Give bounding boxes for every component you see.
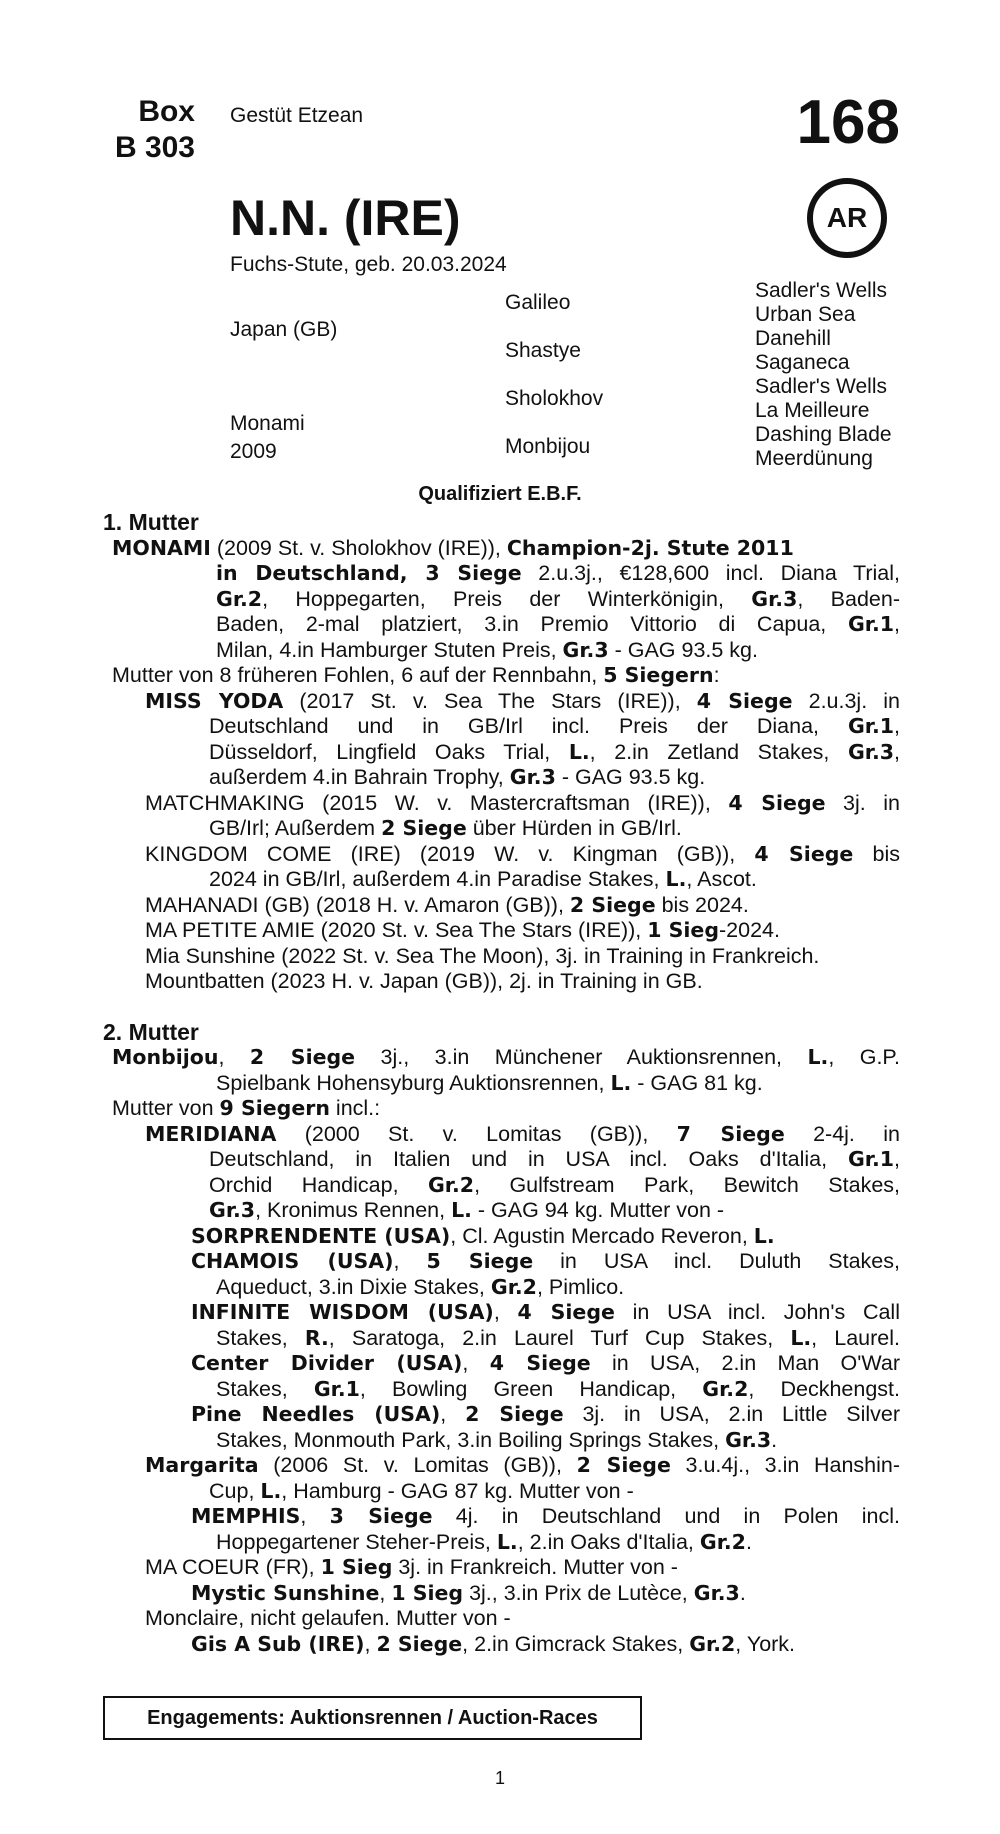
pedigree-g3-item: Saganeca: [755, 351, 850, 374]
text-line: Gr.3, Kronimus Rennen, L. - GAG 94 kg. Mutter von -: [209, 1198, 725, 1222]
ar-badge-icon: [807, 178, 887, 258]
pedigree-sire-dam: Shastye: [505, 339, 581, 362]
text-line: MA COEUR (FR), 1 Sieg 3j. in Frankreich. Mutter von -: [145, 1555, 678, 1579]
text-line: Cup, L., Hamburg - GAG 87 kg. Mutter von -: [209, 1478, 634, 1503]
text-line: Deutschland und in GB/Irl incl. Preis der Diana, Gr.1,: [209, 714, 900, 738]
text-line: MAHANADI (GB) (2018 H. v. Amaron (GB)), 2 Siege bis 2024.: [145, 892, 749, 917]
ar-badge-label: AR: [826, 202, 868, 233]
text-line: Spielbank Hohensyburg Auktionsrennen, L. - GAG 81 kg.: [216, 1070, 763, 1095]
text-line: Pine Needles (USA), 2 Siege 3j. in USA, 2.in Little Silver: [191, 1402, 900, 1426]
text-line: Hoppegartener Steher-Preis, L., 2.in Oaks d'Italia, Gr.2.: [216, 1529, 752, 1554]
horse-name: N.N. (IRE): [230, 190, 461, 246]
text-line: Mutter von 9 Siegern incl.:: [112, 1096, 381, 1120]
text-line: Orchid Handicap, Gr.2, Gulfstream Park, Bewitch Stakes,: [209, 1172, 900, 1197]
text-line: Milan, 4.in Hamburger Stuten Preis, Gr.3 - GAG 93.5 kg.: [216, 637, 758, 662]
text-line: Gis A Sub (IRE), 2 Siege, 2.in Gimcrack Stakes, Gr.2, York.: [191, 1631, 796, 1656]
text-line: Monbijou, 2 Siege 3j., 3.in Münchener Auktionsrennen, L., G.P.: [112, 1045, 900, 1069]
text-line: MEMPHIS, 3 Siege 4j. in Deutschland und in Polen incl.: [191, 1504, 900, 1528]
text-line: in Deutschland, 3 Siege 2.u.3j., €128,600 incl. Diana Trial,: [216, 561, 900, 585]
pedigree-sire-sire: Galileo: [505, 291, 571, 314]
text-line: Deutschland, in Italien und in USA incl. Oaks d'Italia, Gr.1,: [209, 1147, 900, 1171]
text-line: CHAMOIS (USA), 5 Siege in USA incl. Duluth Stakes,: [191, 1249, 900, 1273]
text-line: Mutter von 8 früheren Fohlen, 6 auf der Rennbahn, 5 Siegern:: [112, 663, 720, 687]
text-line: Mountbatten (2023 H. v. Japan (GB)), 2j. in Training in GB.: [145, 969, 703, 993]
text-line: SORPRENDENTE (USA), Cl. Agustin Mercado Reveron, L.: [191, 1223, 775, 1248]
text-line: Gr.2, Hoppegarten, Preis der Winterkönigin, Gr.3, Baden-: [216, 586, 900, 611]
text-line: Mystic Sunshine, 1 Sieg 3j., 3.in Prix de Lutèce, Gr.3.: [191, 1580, 746, 1605]
engagements-box: [103, 1696, 642, 1740]
pedigree-g3-item: La Meilleure: [755, 399, 870, 422]
text-line: Center Divider (USA), 4 Siege in USA, 2.in Man O'War: [191, 1351, 900, 1375]
text-line: 2024 in GB/Irl, außerdem 4.in Paradise Stakes, L., Ascot.: [209, 867, 757, 891]
catalogue-text: [0, 510, 1000, 1657]
text-line: MA PETITE AMIE (2020 St. v. Sea The Stars (IRE)), 1 Sieg-2024.: [145, 918, 780, 942]
box-number: B 303: [114, 131, 195, 164]
box-line-1: Box: [138, 95, 195, 128]
pedigree-g3-item: Sadler's Wells: [755, 375, 887, 398]
pedigree-dam-sire: Sholokhov: [505, 387, 604, 410]
text-line: Aqueduct, 3.in Dixie Stakes, Gr.2, Pimlico.: [216, 1274, 625, 1299]
section-heading-first-dam: 1. Mutter: [103, 509, 199, 535]
text-line: Baden, 2-mal platziert, 3.in Premio Vittorio di Capua, Gr.1,: [216, 612, 900, 636]
text-line: Mia Sunshine (2022 St. v. Sea The Moon), 3j. in Training in Frankreich.: [145, 943, 820, 968]
text-line: Stakes, R., Saratoga, 2.in Laurel Turf Cup Stakes, L., Laurel.: [216, 1325, 900, 1350]
pedigree-g3-item: Sadler's Wells: [755, 279, 887, 302]
lot-number: 168: [796, 88, 900, 157]
text-line: außerdem 4.in Bahrain Trophy, Gr.3 - GAG 93.5 kg.: [209, 765, 706, 789]
pedigree-dam-dam: Monbijou: [505, 435, 591, 458]
pedigree-g3-item: Meerdünung: [755, 447, 873, 470]
breeder: Gestüt Etzean: [230, 104, 364, 127]
text-line: MISS YODA (2017 St. v. Sea The Stars (IRE)), 4 Siege 2.u.3j. in: [145, 688, 900, 713]
qualification: Qualifiziert E.B.F.: [418, 483, 582, 505]
text-line: Düsseldorf, Lingfield Oaks Trial, L., 2.in Zetland Stakes, Gr.3,: [209, 739, 900, 764]
text-line: MONAMI (2009 St. v. Sholokhov (IRE)), Champion-2j. Stute 2011: [112, 535, 794, 560]
pedigree-g3-item: Urban Sea: [755, 303, 856, 326]
text-line: INFINITE WISDOM (USA), 4 Siege in USA incl. John's Call: [191, 1300, 900, 1324]
text-line: GB/Irl; Außerdem 2 Siege über Hürden in GB/Irl.: [209, 816, 682, 840]
pedigree-g3-item: Danehill: [755, 327, 831, 350]
text-line: Margarita (2006 St. v. Lomitas (GB)), 2 Siege 3.u.4j., 3.in Hanshin-: [145, 1453, 900, 1477]
horse-description: Fuchs-Stute, geb. 20.03.2024: [230, 253, 507, 276]
text-line: MATCHMAKING (2015 W. v. Mastercraftsman (IRE)), 4 Siege 3j. in: [145, 790, 900, 815]
engagements-label: Engagements: Auktionsrennen / Auction-Races: [147, 1706, 598, 1729]
text-line: Stakes, Monmouth Park, 3.in Boiling Springs Stakes, Gr.3.: [216, 1427, 778, 1452]
page-number: 1: [494, 1768, 505, 1788]
pedigree-dam: Monami: [230, 412, 305, 435]
box-label: [100, 94, 195, 166]
text-line: Stakes, Gr.1, Bowling Green Handicap, Gr.2, Deckhengst.: [216, 1376, 900, 1401]
text-line: KINGDOM COME (IRE) (2019 W. v. Kingman (GB)), 4 Siege bis: [145, 841, 900, 866]
text-line: MERIDIANA (2000 St. v. Lomitas (GB)), 7 Siege 2-4j. in: [145, 1121, 900, 1146]
pedigree-dam-year: 2009: [230, 440, 277, 463]
section-heading-second-dam: 2. Mutter: [103, 1018, 199, 1045]
text-line: Monclaire, nicht gelaufen. Mutter von -: [145, 1606, 511, 1630]
pedigree-sire: Japan (GB): [230, 318, 338, 341]
pedigree-third-generation: [755, 279, 892, 471]
pedigree-g3-item: Dashing Blade: [755, 423, 892, 446]
